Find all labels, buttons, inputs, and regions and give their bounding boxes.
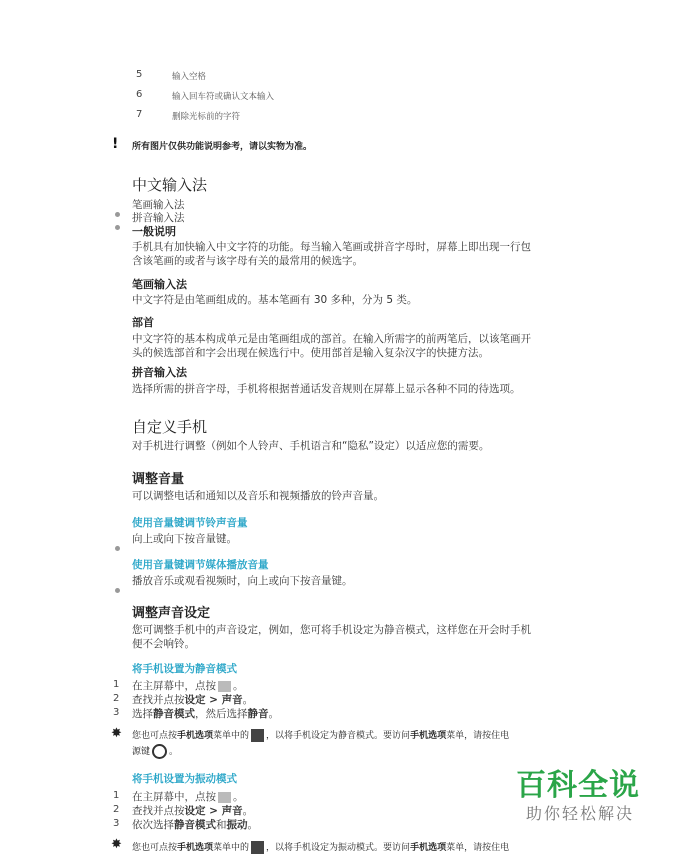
list-text: 输入回车符或确认文本输入: [172, 92, 275, 102]
paragraph: 中文字符的基本构成单元是由笔画组成的部首。在输入所需字的前两笔后，以该笔画开: [132, 333, 531, 345]
vibrate-mode-icon: [251, 841, 264, 854]
power-key-icon: [152, 744, 167, 759]
paragraph: 手机具有加快输入中文字符的功能。每当输入笔画或拼音字母时，屏幕上即出现一行包: [132, 241, 531, 253]
section-title: 中文输入法: [132, 176, 208, 194]
list-number: 7: [136, 109, 143, 120]
list-number: 6: [136, 89, 143, 100]
subheading: 拼音输入法: [132, 366, 187, 379]
step-text: 依次选择静音模式和振动。: [132, 819, 258, 831]
paragraph: 选择所需的拼音字母，手机将根据普通话发音规则在屏幕上显示各种不同的待选项。: [132, 383, 521, 395]
watermark-logo: 百科全说: [516, 768, 640, 803]
note-text: 所有图片仅供功能说明参考，请以实物为准。: [132, 142, 313, 152]
paragraph: 您可调整手机中的声音设定，例如，您可将手机设定为静音模式，这样您在开会时手机: [132, 624, 531, 636]
paragraph: 可以调整电话和通知以及音乐和视频播放的铃声音量。: [132, 490, 384, 502]
bullet-text: 拼音输入法: [132, 212, 185, 224]
watermark-subtitle: 助你轻松解决: [526, 804, 635, 823]
section-title: 调整音量: [132, 472, 185, 487]
section-title: 自定义手机: [132, 418, 208, 436]
exclamation-icon: !: [112, 136, 119, 152]
lightbulb-icon: ✸: [111, 837, 122, 852]
bullet-icon: [115, 215, 120, 234]
lightbulb-icon: ✸: [111, 726, 122, 741]
paragraph: 含该笔画的或者与该字母有关的最常用的候选字。: [132, 255, 363, 267]
step-number: 2: [113, 804, 120, 815]
step-text: 查找并点按设定 > 声音。: [132, 805, 254, 817]
step-number: 1: [113, 679, 120, 690]
subheading-link: 使用音量键调节铃声音量: [132, 517, 248, 529]
subheading-link: 将手机设置为振动模式: [132, 773, 237, 785]
bullet-text: 笔画输入法: [132, 199, 185, 211]
paragraph: 对手机进行调整（例如个人铃声、手机语言和“隐私”设定）以适应您的需要。: [132, 440, 490, 452]
paragraph: 头的候选部首和字会出现在候选行中。使用部首是输入复杂汉字的快捷方法。: [132, 347, 489, 359]
apps-icon: [218, 681, 231, 692]
silent-mode-icon: [251, 729, 264, 742]
step-number: 3: [113, 818, 120, 829]
bullet-icon: [115, 578, 120, 597]
bullet-text: 播放音乐或观看视频时，向上或向下按音量键。: [132, 575, 353, 587]
subheading: 部首: [132, 316, 154, 329]
step-number: 3: [113, 707, 120, 718]
subheading-link: 使用音量键调节媒体播放音量: [132, 559, 269, 571]
step-text: 查找并点按设定 > 声音。: [132, 694, 254, 706]
step-number: 2: [113, 693, 120, 704]
bullet-icon: [115, 536, 120, 555]
step-text: 选择静音模式，然后选择静音。: [132, 708, 279, 720]
paragraph: 中文字符是由笔画组成的。基本笔画有 30 多种，分为 5 类。: [132, 294, 418, 306]
subheading: 一般说明: [132, 225, 176, 238]
subheading-link: 将手机设置为静音模式: [132, 663, 237, 675]
step-text: 在主屏幕中，点按 。: [132, 680, 244, 692]
tip-text: 您也可点按手机选项菜单中的 ，以将手机设定为静音模式。要访问手机选项菜单，请按住电 源键 。: [132, 731, 510, 757]
step-text: 在主屏幕中，点按 。: [132, 791, 244, 803]
apps-icon: [218, 792, 231, 803]
list-number: 5: [136, 69, 143, 80]
tip-text: 您也可点按手机选项菜单中的 ，以将手机设定为振动模式。要访问手机选项菜单，请按住电: [132, 843, 510, 853]
bullet-text: 向上或向下按音量键。: [132, 533, 237, 545]
paragraph: 便不会响铃。: [132, 638, 195, 650]
step-number: 1: [113, 790, 120, 801]
list-text: 删除光标前的字符: [172, 112, 241, 122]
subheading: 笔画输入法: [132, 278, 187, 291]
section-title: 调整声音设定: [132, 606, 211, 621]
list-text: 输入空格: [172, 72, 207, 82]
